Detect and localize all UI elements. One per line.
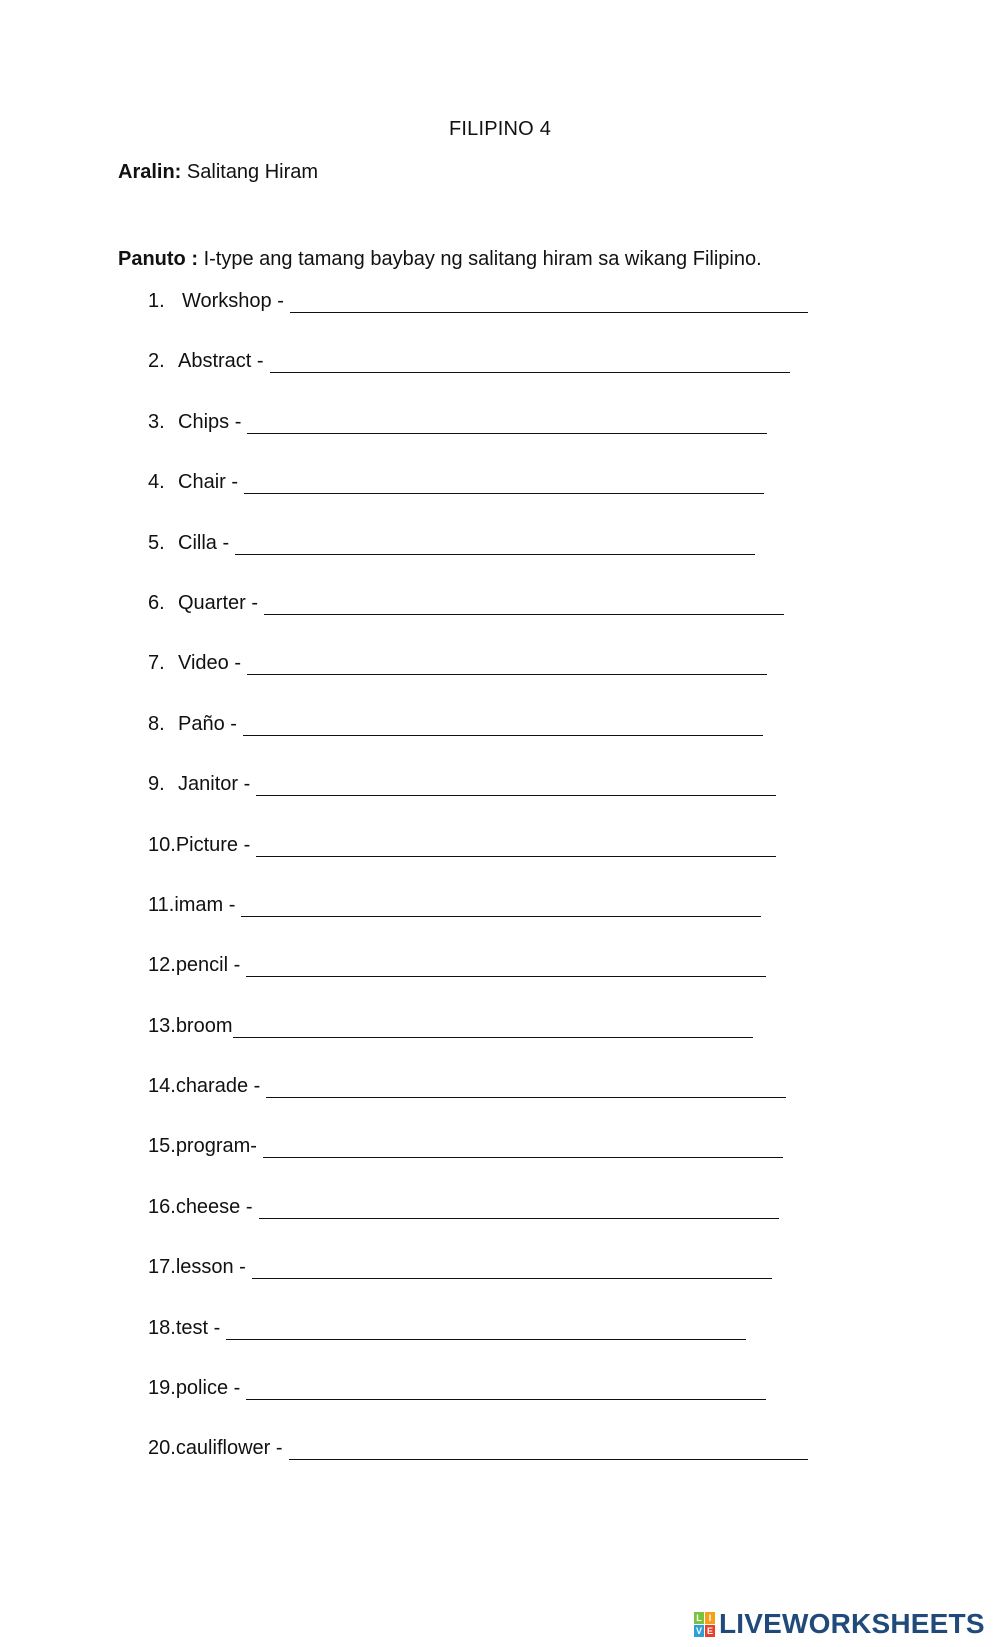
answer-field[interactable] bbox=[241, 894, 761, 917]
answer-field[interactable] bbox=[259, 1196, 779, 1219]
answer-field[interactable] bbox=[289, 1437, 808, 1460]
question-item bbox=[148, 773, 808, 833]
question-item bbox=[148, 350, 808, 410]
mark-letter: L bbox=[694, 1612, 704, 1624]
question-item bbox=[148, 834, 808, 894]
question-item bbox=[148, 713, 808, 773]
lesson-value: Salitang Hiram bbox=[186, 161, 319, 183]
question-word: cheese - bbox=[175, 1195, 253, 1218]
instruction-label: Panuto : bbox=[118, 248, 198, 270]
instruction-text: I-type ang tamang baybay ng salitang hiram sa wikang Filipino. bbox=[203, 248, 762, 270]
question-item bbox=[148, 954, 808, 1014]
question-number: 11. bbox=[148, 893, 175, 916]
question-number: 19. bbox=[148, 1377, 176, 1400]
question-item bbox=[148, 1135, 808, 1195]
question-word: Video - bbox=[178, 652, 242, 675]
question-word: cauliflower - bbox=[175, 1437, 283, 1460]
question-word: broom bbox=[175, 1014, 233, 1037]
answer-field[interactable] bbox=[246, 1377, 766, 1400]
question-number: 1. bbox=[148, 290, 165, 312]
question-number: 18. bbox=[148, 1316, 176, 1339]
answer-field[interactable] bbox=[243, 713, 763, 736]
question-word: Paño - bbox=[178, 712, 237, 735]
answer-field[interactable] bbox=[247, 652, 767, 675]
question-word: Workshop - bbox=[182, 290, 284, 312]
question-word: imam - bbox=[174, 893, 236, 916]
question-number: 8. bbox=[148, 712, 165, 735]
answer-field[interactable] bbox=[290, 290, 808, 313]
question-number: 20. bbox=[148, 1437, 176, 1460]
liveworksheets-mark-icon bbox=[694, 1612, 715, 1637]
question-item bbox=[148, 1437, 808, 1497]
mark-letter: I bbox=[705, 1612, 715, 1624]
question-word: lesson - bbox=[175, 1256, 246, 1279]
answer-field[interactable] bbox=[264, 592, 784, 615]
question-word: Chips - bbox=[178, 410, 242, 433]
mark-letter: E bbox=[706, 1625, 713, 1636]
answer-field[interactable] bbox=[247, 411, 767, 434]
question-item bbox=[148, 592, 808, 652]
mark-letter: V bbox=[695, 1625, 702, 1636]
question-item bbox=[148, 1256, 808, 1316]
question-word: Cilla - bbox=[178, 531, 230, 554]
question-number: 6. bbox=[148, 591, 165, 614]
answer-field[interactable] bbox=[256, 773, 776, 796]
question-number: 16. bbox=[148, 1195, 176, 1218]
question-number: 12. bbox=[148, 954, 176, 977]
question-number: 14. bbox=[148, 1075, 176, 1098]
question-word: Chair - bbox=[178, 471, 239, 494]
answer-field[interactable] bbox=[270, 350, 790, 373]
question-item bbox=[148, 1015, 808, 1075]
question-number: 17. bbox=[148, 1256, 176, 1279]
lesson-line bbox=[118, 161, 318, 184]
answer-field[interactable] bbox=[266, 1075, 786, 1098]
lesson-label: Aralin: bbox=[118, 161, 182, 183]
question-number: 4. bbox=[148, 471, 165, 494]
question-number: 13. bbox=[148, 1014, 176, 1037]
question-number: 2. bbox=[148, 350, 165, 373]
answer-field[interactable] bbox=[233, 1015, 753, 1038]
page-title: FILIPINO 4 bbox=[448, 118, 552, 140]
question-item bbox=[148, 652, 808, 712]
question-word: Picture - bbox=[175, 833, 251, 856]
question-word: Janitor - bbox=[178, 773, 251, 796]
answer-field[interactable] bbox=[256, 834, 776, 857]
question-number: 7. bbox=[148, 652, 165, 675]
question-number: 5. bbox=[148, 531, 165, 554]
answer-field[interactable] bbox=[226, 1317, 746, 1340]
answer-field[interactable] bbox=[263, 1135, 783, 1158]
question-word: program- bbox=[175, 1135, 257, 1158]
answer-field[interactable] bbox=[235, 532, 755, 555]
question-item bbox=[148, 411, 808, 471]
question-word: Quarter - bbox=[178, 591, 259, 614]
question-item bbox=[148, 894, 808, 954]
question-item bbox=[148, 471, 808, 531]
question-item bbox=[148, 290, 808, 350]
liveworksheets-logo bbox=[694, 1608, 985, 1640]
question-word: Abstract - bbox=[178, 350, 264, 373]
instruction-line bbox=[118, 248, 762, 271]
question-item bbox=[148, 1075, 808, 1135]
question-word: police - bbox=[175, 1377, 241, 1400]
answer-field[interactable] bbox=[246, 954, 766, 977]
question-item bbox=[148, 532, 808, 592]
question-item bbox=[148, 1196, 808, 1256]
question-item bbox=[148, 1377, 808, 1437]
question-word: test - bbox=[175, 1316, 221, 1339]
answer-field[interactable] bbox=[252, 1256, 772, 1279]
question-word: charade - bbox=[175, 1075, 261, 1098]
question-number: 10. bbox=[148, 833, 176, 856]
question-number: 9. bbox=[148, 773, 165, 796]
question-number: 15. bbox=[148, 1135, 176, 1158]
question-word: pencil - bbox=[175, 954, 241, 977]
answer-field[interactable] bbox=[244, 471, 764, 494]
question-item bbox=[148, 1317, 808, 1377]
logo-text: LIVEWORKSHEETS bbox=[719, 1608, 985, 1639]
question-number: 3. bbox=[148, 410, 165, 433]
question-list bbox=[148, 290, 808, 1498]
